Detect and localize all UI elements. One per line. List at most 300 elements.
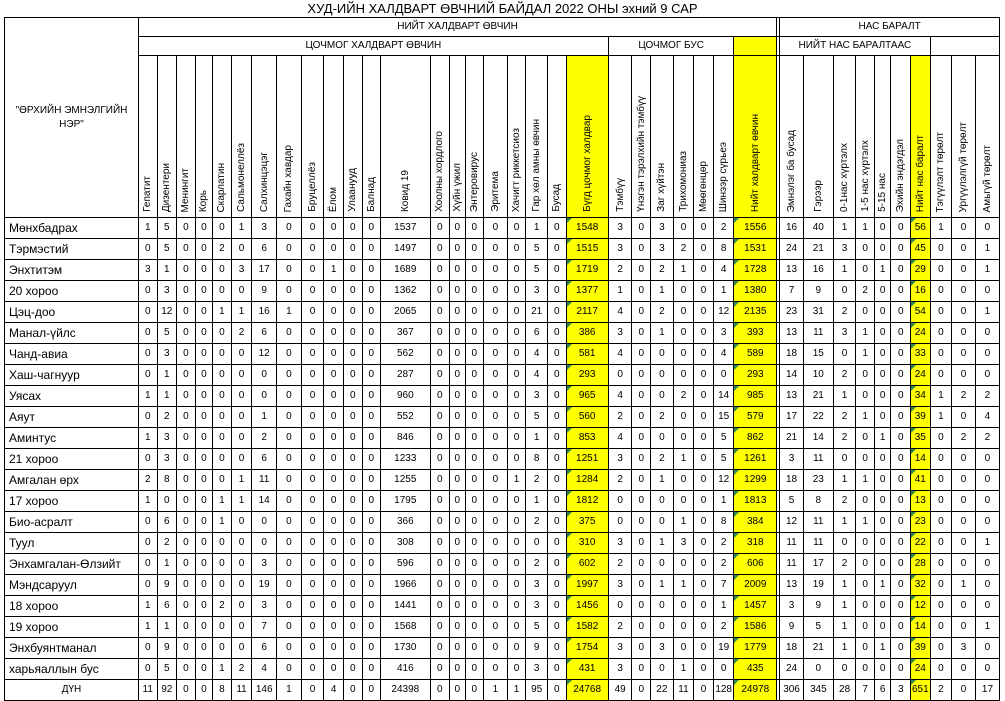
column-header xyxy=(673,56,694,218)
table-cell: 3 xyxy=(651,638,674,659)
table-cell: 0 xyxy=(856,365,875,386)
table-cell: 0 xyxy=(195,617,213,638)
table-cell: 1 xyxy=(874,575,890,596)
table-cell: 1582 xyxy=(566,617,608,638)
table-cell: 0 xyxy=(343,680,362,701)
table-cell: 0 xyxy=(301,407,324,428)
table-cell: 7 xyxy=(252,617,277,638)
table-cell: 0 xyxy=(301,323,324,344)
table-cell: 3 xyxy=(252,596,277,617)
deaths-header: НАС БАРАЛТ xyxy=(780,18,1000,37)
table-cell: 1754 xyxy=(566,638,608,659)
table-cell: 0 xyxy=(324,575,344,596)
table-cell: 384 xyxy=(734,512,777,533)
table-cell: 2 xyxy=(833,554,856,575)
table-cell: 9 xyxy=(526,638,548,659)
table-cell: 0 xyxy=(694,260,714,281)
table-cell: 0 xyxy=(891,281,911,302)
table-cell: 0 xyxy=(632,617,651,638)
table-cell: 3 xyxy=(673,533,694,554)
table-cell: 1 xyxy=(138,617,157,638)
table-cell: 1 xyxy=(673,449,694,470)
table-cell: 0 xyxy=(874,218,890,239)
table-cell: 16 xyxy=(911,281,931,302)
table-cell: 0 xyxy=(231,365,252,386)
table-cell: 0 xyxy=(430,470,450,491)
table-cell: 13 xyxy=(780,323,804,344)
table-cell: 1 xyxy=(651,575,674,596)
table-cell: 19 xyxy=(803,575,833,596)
table-cell: 0 xyxy=(301,575,324,596)
table-cell: 589 xyxy=(734,344,777,365)
acute-non-header: ЦОЧМОГ БУС xyxy=(608,37,734,56)
table-cell: 0 xyxy=(632,575,651,596)
table-cell: 7 xyxy=(780,281,804,302)
table-cell: 0 xyxy=(450,365,465,386)
table-cell: 7 xyxy=(856,680,875,701)
table-cell: 0 xyxy=(975,596,999,617)
table-cell: 0 xyxy=(507,218,526,239)
table-cell: 0 xyxy=(891,491,911,512)
table-cell: 0 xyxy=(694,638,714,659)
table-cell: 0 xyxy=(362,407,381,428)
table-cell: 1 xyxy=(213,512,232,533)
table-cell: 0 xyxy=(891,428,911,449)
table-cell: 0 xyxy=(252,533,277,554)
table-cell: 0 xyxy=(507,428,526,449)
table-cell: 0 xyxy=(213,575,232,596)
table-cell: 0 xyxy=(507,491,526,512)
table-cell: 1 xyxy=(673,512,694,533)
table-cell: 3 xyxy=(651,239,674,260)
column-header-label: Эхийн эндэгдэл xyxy=(895,138,907,212)
table-cell: 0 xyxy=(632,659,651,680)
table-cell: 0 xyxy=(195,680,213,701)
table-cell: 0 xyxy=(362,680,381,701)
table-cell: 0 xyxy=(465,533,484,554)
table-cell: 0 xyxy=(874,659,890,680)
table-cell: 0 xyxy=(874,491,890,512)
table-cell: 287 xyxy=(381,365,430,386)
table-cell: 0 xyxy=(874,323,890,344)
table-cell: 0 xyxy=(430,281,450,302)
table-cell: 1 xyxy=(157,365,177,386)
table-cell: 0 xyxy=(301,386,324,407)
table-cell: 581 xyxy=(566,344,608,365)
column-header xyxy=(231,56,252,218)
table-cell: 1 xyxy=(856,323,875,344)
table-cell: 0 xyxy=(324,386,344,407)
table-cell: 17 xyxy=(252,260,277,281)
table-cell: 0 xyxy=(450,260,465,281)
table-cell: 0 xyxy=(694,344,714,365)
table-cell: 0 xyxy=(507,554,526,575)
table-cell: 0 xyxy=(930,281,952,302)
table-cell: 9 xyxy=(780,617,804,638)
table-cell: 0 xyxy=(324,617,344,638)
table-cell: 0 xyxy=(465,554,484,575)
table-cell: 0 xyxy=(450,218,465,239)
table-cell: 0 xyxy=(484,302,508,323)
table-cell: 0 xyxy=(324,218,344,239)
table-cell: 0 xyxy=(213,638,232,659)
table-cell: 6 xyxy=(252,323,277,344)
column-header-label: Улаанууд xyxy=(347,168,359,212)
table-cell: 0 xyxy=(301,365,324,386)
table-cell: 0 xyxy=(694,512,714,533)
column-header-label: Дизентери xyxy=(161,162,173,212)
table-cell: 0 xyxy=(177,617,196,638)
table-cell: 0 xyxy=(277,575,302,596)
table-cell: 0 xyxy=(324,407,344,428)
table-cell: 0 xyxy=(430,638,450,659)
total-row xyxy=(5,680,1000,701)
table-cell: 2 xyxy=(952,386,976,407)
table-cell: 0 xyxy=(213,323,232,344)
column-header-label: Нийт халдварт өвчин xyxy=(749,113,761,212)
table-cell: 1 xyxy=(213,302,232,323)
table-cell: 0 xyxy=(324,470,344,491)
table-cell: 0 xyxy=(891,638,911,659)
facility-name: Мөнхбадрах xyxy=(5,218,139,239)
table-cell: 1 xyxy=(975,533,999,554)
table-cell: 1362 xyxy=(381,281,430,302)
table-cell: 24398 xyxy=(381,680,430,701)
table-cell: 92 xyxy=(157,680,177,701)
table-cell: 0 xyxy=(673,470,694,491)
table-cell: 0 xyxy=(450,596,465,617)
table-cell: 0 xyxy=(195,533,213,554)
table-cell: 0 xyxy=(547,281,566,302)
table-cell: 0 xyxy=(547,218,566,239)
table-cell: 318 xyxy=(734,533,777,554)
table-cell: 5 xyxy=(526,260,548,281)
table-cell: 1 xyxy=(252,407,277,428)
table-cell: 0 xyxy=(195,428,213,449)
table-cell: 3 xyxy=(526,575,548,596)
table-cell: 0 xyxy=(138,365,157,386)
table-cell: 11 xyxy=(803,323,833,344)
table-cell: 0 xyxy=(277,344,302,365)
table-cell: 2 xyxy=(608,260,632,281)
table-cell: 1 xyxy=(213,659,232,680)
table-cell: 366 xyxy=(381,512,430,533)
table-cell: 0 xyxy=(632,638,651,659)
table-cell: 0 xyxy=(301,533,324,554)
facility-name: Био-асралт xyxy=(5,512,139,533)
table-cell: 0 xyxy=(694,407,714,428)
table-cell: 18 xyxy=(780,638,804,659)
table-cell: 5 xyxy=(526,239,548,260)
table-cell: 0 xyxy=(856,260,875,281)
table-cell: 16 xyxy=(252,302,277,323)
table-cell: 7 xyxy=(713,575,734,596)
table-cell: 0 xyxy=(507,596,526,617)
table-cell: 2 xyxy=(252,428,277,449)
table-cell: 2 xyxy=(975,386,999,407)
table-cell: 0 xyxy=(343,491,362,512)
table-cell: 0 xyxy=(803,659,833,680)
table-cell: 0 xyxy=(138,449,157,470)
table-cell: 0 xyxy=(213,365,232,386)
table-cell: 0 xyxy=(507,533,526,554)
table-cell: 0 xyxy=(874,617,890,638)
table-cell: 0 xyxy=(362,533,381,554)
table-cell: 0 xyxy=(195,344,213,365)
table-cell: 0 xyxy=(301,491,324,512)
facility-name: 19 хороо xyxy=(5,617,139,638)
table-cell: 1233 xyxy=(381,449,430,470)
table-cell: 11 xyxy=(780,554,804,575)
table-cell: 4 xyxy=(324,680,344,701)
table-cell: 0 xyxy=(450,323,465,344)
table-row xyxy=(5,491,1000,512)
table-cell: 0 xyxy=(547,407,566,428)
table-cell: 0 xyxy=(930,659,952,680)
table-cell: 0 xyxy=(430,302,450,323)
table-cell: 0 xyxy=(138,512,157,533)
table-cell: 12 xyxy=(252,344,277,365)
table-cell: 2 xyxy=(952,428,976,449)
table-cell: 0 xyxy=(213,449,232,470)
table-cell: 0 xyxy=(450,449,465,470)
table-cell: 0 xyxy=(362,386,381,407)
table-cell: 0 xyxy=(484,281,508,302)
table-cell: 1 xyxy=(856,470,875,491)
table-cell: 2 xyxy=(833,302,856,323)
table-cell: 0 xyxy=(138,323,157,344)
table-cell: 0 xyxy=(891,617,911,638)
table-cell: 1 xyxy=(713,281,734,302)
table-cell: 0 xyxy=(362,239,381,260)
table-cell: 1728 xyxy=(734,260,777,281)
table-cell: 0 xyxy=(195,638,213,659)
facility-name: Хаш-чагнуур xyxy=(5,365,139,386)
table-cell: 0 xyxy=(952,512,976,533)
table-cell: 18 xyxy=(780,470,804,491)
table-cell: 0 xyxy=(651,659,674,680)
table-cell: 0 xyxy=(277,617,302,638)
column-header xyxy=(450,56,465,218)
table-cell: 0 xyxy=(343,617,362,638)
table-cell: 0 xyxy=(277,218,302,239)
table-cell: 3 xyxy=(608,659,632,680)
table-cell: 0 xyxy=(547,596,566,617)
table-cell: 0 xyxy=(465,491,484,512)
table-cell: 3 xyxy=(608,239,632,260)
table-cell: 5 xyxy=(713,449,734,470)
table-cell: 416 xyxy=(381,659,430,680)
table-cell: 0 xyxy=(177,554,196,575)
table-cell: 2 xyxy=(231,323,252,344)
table-cell: 0 xyxy=(195,365,213,386)
table-cell: 0 xyxy=(891,386,911,407)
table-cell: 0 xyxy=(450,659,465,680)
table-cell: 2 xyxy=(856,281,875,302)
column-header xyxy=(566,56,608,218)
table-cell: 0 xyxy=(430,260,450,281)
table-cell: 0 xyxy=(177,638,196,659)
table-cell: 1 xyxy=(526,428,548,449)
column-header xyxy=(381,56,430,218)
table-cell: 0 xyxy=(673,617,694,638)
table-cell: 0 xyxy=(651,386,674,407)
table-cell: 3 xyxy=(157,449,177,470)
column-header-label: Тэмбүү xyxy=(614,178,626,212)
table-cell: 1 xyxy=(324,260,344,281)
table-cell: 0 xyxy=(608,365,632,386)
table-cell: 17 xyxy=(803,554,833,575)
table-cell: 853 xyxy=(566,428,608,449)
table-row xyxy=(5,449,1000,470)
table-cell: 1 xyxy=(833,218,856,239)
table-cell: 0 xyxy=(177,512,196,533)
table-cell: 3 xyxy=(231,260,252,281)
column-header xyxy=(952,56,976,218)
column-header xyxy=(975,56,999,218)
table-cell: 0 xyxy=(343,428,362,449)
table-cell: 0 xyxy=(891,449,911,470)
table-cell: 0 xyxy=(930,323,952,344)
table-cell: 0 xyxy=(465,260,484,281)
table-cell: 0 xyxy=(547,512,566,533)
table-cell: 0 xyxy=(277,386,302,407)
table-cell: 0 xyxy=(252,512,277,533)
table-cell: 5 xyxy=(526,407,548,428)
table-cell: 0 xyxy=(450,512,465,533)
facility-name: Мэндсаруул xyxy=(5,575,139,596)
table-cell: 0 xyxy=(833,281,856,302)
table-cell: 0 xyxy=(301,596,324,617)
table-cell: 0 xyxy=(547,386,566,407)
table-cell: 596 xyxy=(381,554,430,575)
column-header xyxy=(362,56,381,218)
table-cell: 0 xyxy=(343,449,362,470)
column-header-label: Менингит xyxy=(180,167,192,212)
table-cell: 562 xyxy=(381,344,430,365)
table-cell: 293 xyxy=(734,365,777,386)
table-cell: 0 xyxy=(833,344,856,365)
table-cell: 0 xyxy=(975,575,999,596)
table-cell: 0 xyxy=(301,638,324,659)
table-cell: 0 xyxy=(301,554,324,575)
table-cell: 1779 xyxy=(734,638,777,659)
table-cell: 0 xyxy=(301,428,324,449)
table-cell: 1 xyxy=(138,491,157,512)
column-header-label: Бруцеллёз xyxy=(307,162,319,212)
table-cell: 1441 xyxy=(381,596,430,617)
table-cell: 0 xyxy=(343,386,362,407)
column-header-row xyxy=(5,56,1000,218)
total-deaths-header: НИЙТ НАС БАРАЛТААС xyxy=(780,37,930,56)
table-cell: 0 xyxy=(450,470,465,491)
table-cell: 0 xyxy=(632,596,651,617)
table-cell: 0 xyxy=(632,260,651,281)
table-cell: 0 xyxy=(324,365,344,386)
table-cell: 0 xyxy=(362,449,381,470)
table-row xyxy=(5,428,1000,449)
table-cell: 0 xyxy=(930,302,952,323)
table-cell: 0 xyxy=(343,533,362,554)
table-cell: 0 xyxy=(301,680,324,701)
table-cell: 3 xyxy=(526,386,548,407)
table-cell: 0 xyxy=(632,302,651,323)
table-cell: 0 xyxy=(301,512,324,533)
table-cell: 0 xyxy=(930,428,952,449)
table-cell: 2 xyxy=(526,512,548,533)
table-cell: 0 xyxy=(891,365,911,386)
table-cell: 0 xyxy=(450,428,465,449)
table-cell: 0 xyxy=(430,680,450,701)
facility-name: Манал-үйлс xyxy=(5,323,139,344)
table-cell: 0 xyxy=(874,365,890,386)
table-cell: 0 xyxy=(324,596,344,617)
table-cell: 960 xyxy=(381,386,430,407)
table-cell: 0 xyxy=(891,512,911,533)
table-cell: 0 xyxy=(324,554,344,575)
table-cell: 0 xyxy=(891,659,911,680)
table-cell: 0 xyxy=(277,512,302,533)
table-cell: 0 xyxy=(507,617,526,638)
column-header xyxy=(608,56,632,218)
column-header xyxy=(891,56,911,218)
table-cell: 0 xyxy=(231,281,252,302)
table-cell: 31 xyxy=(803,302,833,323)
table-cell: 0 xyxy=(651,428,674,449)
table-cell: 560 xyxy=(566,407,608,428)
table-cell: 3 xyxy=(252,554,277,575)
table-cell: 0 xyxy=(430,659,450,680)
table-cell: 0 xyxy=(694,554,714,575)
table-cell: 0 xyxy=(856,302,875,323)
table-cell: 0 xyxy=(952,239,976,260)
table-cell: 13 xyxy=(780,386,804,407)
table-cell: 1 xyxy=(138,428,157,449)
table-cell: 0 xyxy=(673,491,694,512)
table-cell: 0 xyxy=(952,407,976,428)
table-cell: 0 xyxy=(195,554,213,575)
table-cell: 0 xyxy=(975,470,999,491)
table-cell: 2009 xyxy=(734,575,777,596)
table-cell: 0 xyxy=(138,407,157,428)
table-cell: 2 xyxy=(713,617,734,638)
facility-name: Аяут xyxy=(5,407,139,428)
table-cell: 0 xyxy=(547,260,566,281)
table-cell: 0 xyxy=(430,407,450,428)
table-cell: 12 xyxy=(713,302,734,323)
table-cell: 0 xyxy=(952,617,976,638)
column-header xyxy=(632,56,651,218)
table-cell: 11 xyxy=(780,533,804,554)
table-cell: 0 xyxy=(694,596,714,617)
table-cell: 0 xyxy=(694,281,714,302)
table-cell: 5 xyxy=(157,218,177,239)
table-cell: 1 xyxy=(231,302,252,323)
table-cell: 0 xyxy=(874,596,890,617)
table-cell: 0 xyxy=(213,386,232,407)
table-cell: 0 xyxy=(891,239,911,260)
table-cell: 28 xyxy=(833,680,856,701)
table-cell: 11 xyxy=(803,449,833,470)
table-cell: 0 xyxy=(484,323,508,344)
table-cell: 0 xyxy=(430,617,450,638)
table-cell: 0 xyxy=(673,407,694,428)
column-header xyxy=(252,56,277,218)
table-cell: 4 xyxy=(608,428,632,449)
table-cell: 28 xyxy=(911,554,931,575)
table-row xyxy=(5,386,1000,407)
table-cell: 5 xyxy=(157,239,177,260)
